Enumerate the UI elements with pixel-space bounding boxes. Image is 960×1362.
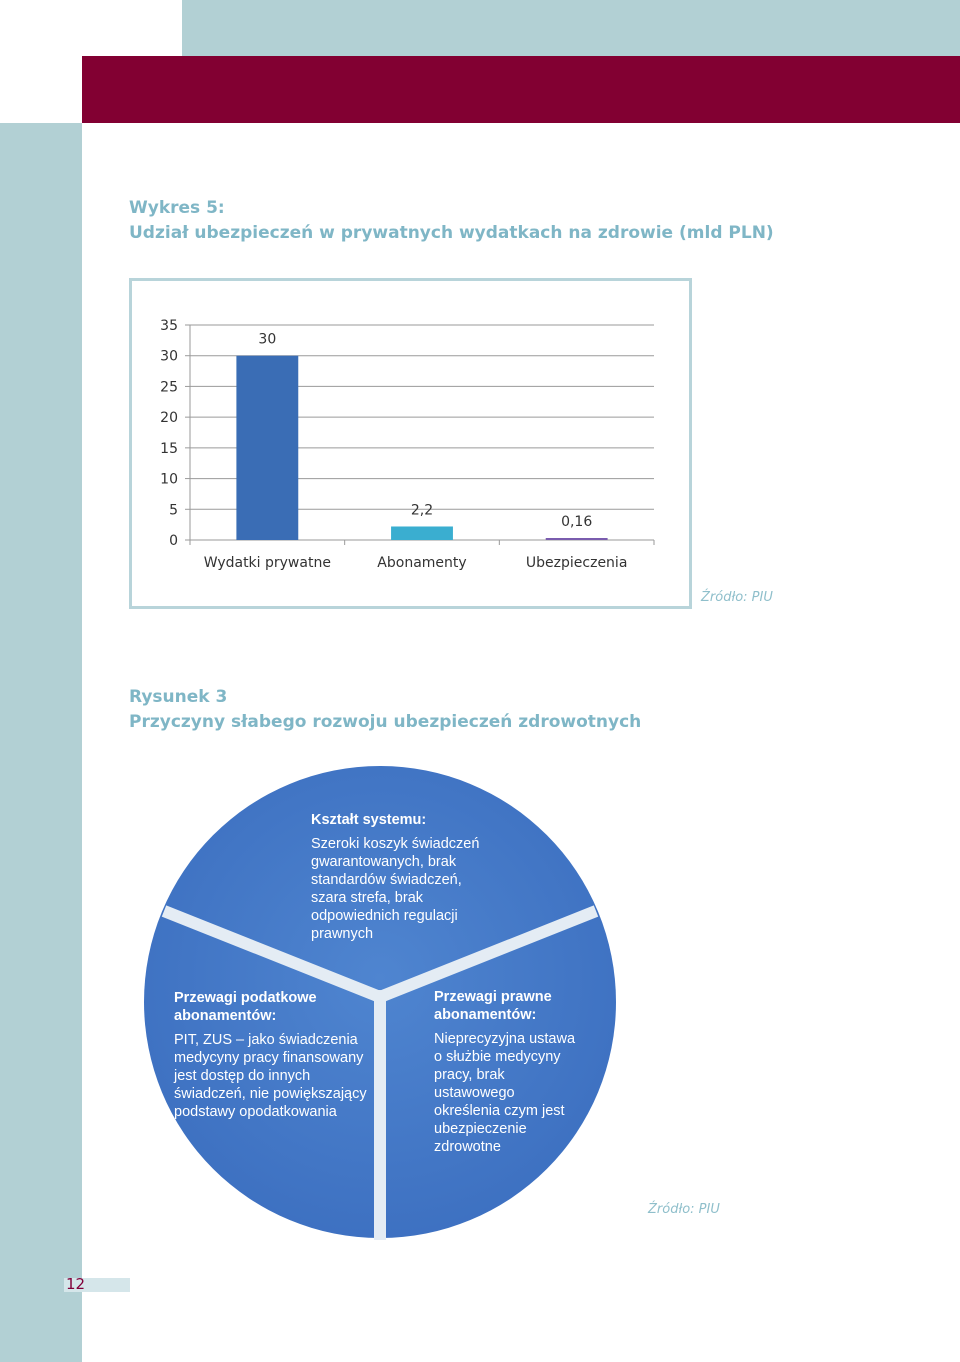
data-label: 0,16 [561,514,593,530]
header-band [82,56,960,123]
right-segment-line: o służbie medycyny [434,1049,561,1065]
left-segment-line: świadczeń, nie powiększający [174,1086,367,1102]
causes-diagram [140,765,620,1244]
y-tick-label: 20 [160,410,178,427]
y-tick-label: 10 [160,471,178,488]
x-tick-label: Ubezpieczenia [525,555,628,571]
top-segment-line: standardów świadczeń, [311,872,462,888]
figure-source: Źródło: PIU [648,1202,720,1217]
y-tick-label: 25 [160,379,178,396]
left-segment-title: abonamentów: [174,1008,277,1024]
data-label: 2,2 [410,502,434,519]
top-segment-line: szara strefa, brak [311,890,424,906]
x-tick-label: Wydatki prywatne [203,555,331,571]
divider-hub [373,990,387,1004]
y-tick-label: 15 [160,440,178,457]
right-segment-line: ubezpieczenie [434,1121,527,1137]
chart-heading [129,196,774,246]
right-segment-line: Nieprecyzyjna ustawa [434,1031,576,1047]
right-segment-line: określenia czym jest [434,1103,565,1119]
bar [546,538,608,540]
left-margin-band [0,123,82,1362]
chart-source: Źródło: PIU [701,590,773,605]
bar-chart-canvas [132,281,689,606]
figure-heading-title: Przyczyny słabego rozwoju ubezpieczeń zdrowotnych [129,712,642,732]
top-segment-line: prawnych [311,926,374,942]
right-segment-title: Przewagi prawne [434,989,552,1005]
left-segment-line: medycyny pracy finansowany [174,1050,364,1066]
chart-heading-title: Udział ubezpieczeń w prywatnych wydatkach na zdrowie (mld PLN) [129,223,774,243]
chart-heading-label: Wykres 5: [129,198,225,218]
top-segment-title: Kształt systemu: [311,812,427,828]
left-segment-title: Przewagi podatkowe [174,990,317,1006]
x-tick-label: Abonamenty [377,555,467,571]
top-segment-line: gwarantowanych, brak [311,854,457,870]
left-segment-line: PIT, ZUS – jako świadczenia [174,1032,358,1048]
y-tick-label: 35 [160,318,178,334]
y-tick-label: 0 [169,533,178,549]
right-segment-line: zdrowotne [434,1139,501,1155]
top-segment-line: odpowiednich regulacji [311,908,458,924]
top-segment-line: Szeroki koszyk świadczeń [311,836,480,852]
right-segment-title: abonamentów: [434,1007,537,1023]
y-tick-label: 30 [160,348,178,365]
y-tick-label: 5 [169,502,178,519]
bar [236,356,298,540]
bar-chart [129,278,692,609]
left-segment-line: jest dostęp do innych [174,1068,311,1084]
left-segment-line: podstawy opodatkowania [174,1104,337,1120]
data-label: 30 [258,331,277,348]
page-number: 12 [66,1275,86,1293]
figure-heading [129,685,641,735]
top-decorative-band [182,0,960,56]
figure-heading-label: Rysunek 3 [129,687,228,707]
bar [391,526,453,540]
right-segment-line: pracy, brak [434,1067,505,1083]
right-segment-line: ustawowego [434,1085,515,1101]
causes-diagram-canvas [140,765,620,1240]
